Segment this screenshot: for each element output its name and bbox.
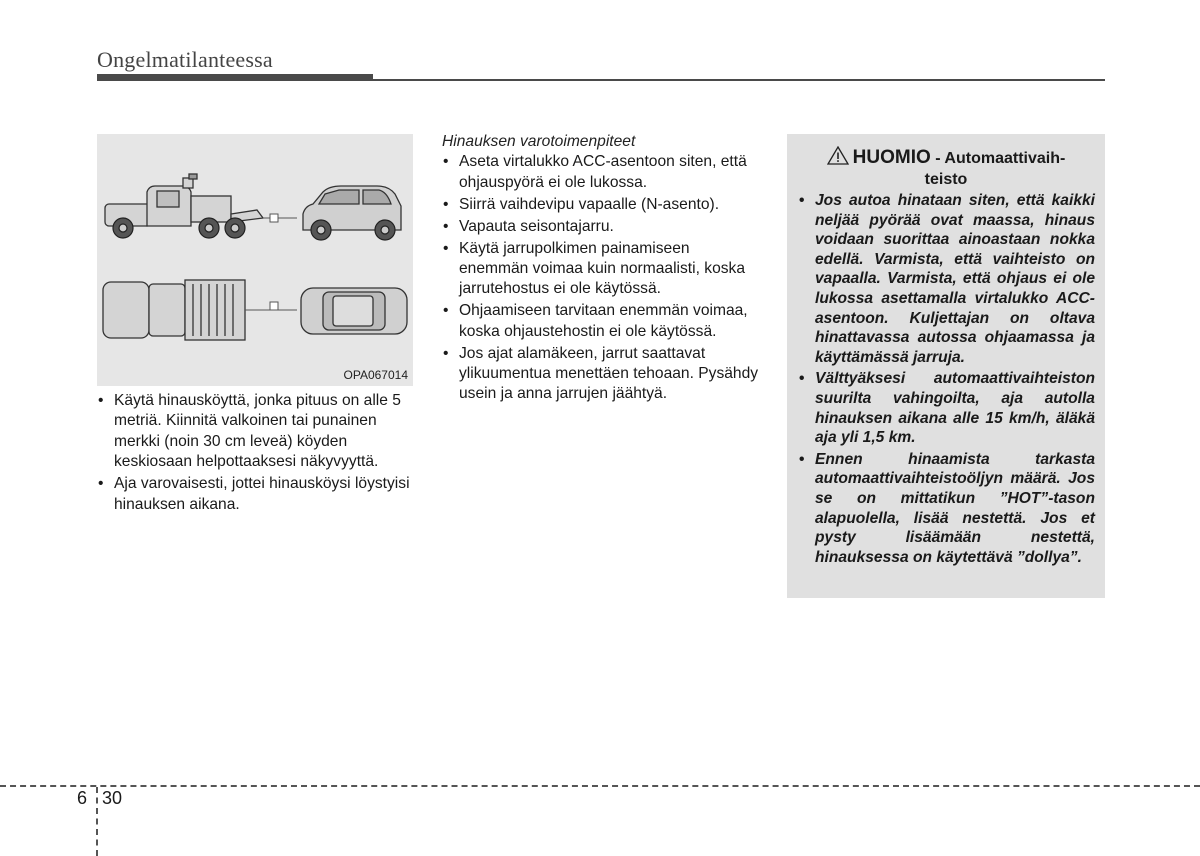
header-rule-thick [97, 74, 373, 81]
tow-rope-marker-top [270, 302, 278, 310]
bullet-glyph: • [98, 392, 104, 409]
list-item [442, 217, 760, 237]
chapter-number: 6 [77, 788, 88, 808]
caution-box [787, 134, 1105, 598]
list-item [797, 450, 1095, 568]
tow-truck-top-view [103, 280, 297, 340]
tow-truck-side-view [105, 174, 297, 226]
list-item-text: Ohjaamiseen tarvitaan enemmän voimaa, koska ohjaustehostin ei ole käytössä. [459, 302, 748, 340]
caution-bullet-list [797, 191, 1095, 569]
list-item-text: Jos ajat alamäkeen, jarrut saattavat ylikuumentua menettäen tehoaan. Pysähdy usein ja anna jarrujen jäähtyä. [459, 344, 759, 403]
bullet-glyph: • [443, 239, 449, 257]
list-item [442, 195, 760, 215]
bullet-glyph: • [799, 370, 805, 388]
bullet-glyph: • [443, 195, 449, 213]
bullet-glyph: • [98, 475, 104, 493]
header-rule-thin [373, 79, 1105, 81]
list-item [797, 191, 1095, 367]
towing-illustration [97, 134, 413, 386]
list-item-text: Ennen hinaamista tarkasta automaattivaihteistoöljyn määrä. Jos se on mittatikun ”HOT”-tason alapuolella, lisää nestettä. Jos et pysty lisäämään nestettä, hinauksessa on käytettävä ”dollya”. [815, 450, 1095, 566]
page-number: 30 [102, 788, 123, 808]
bullet-glyph: • [799, 450, 805, 468]
list-item-text: Jos autoa hinataan siten, että kaikki neljää pyörää ovat maassa, hinaus voidaan suorittaa ainoastaan nokka edellä. Varmista, että vaihteisto on vapaalla. Varmista, että ohjaus ei ole lukossa asettamalla virtalukko ACC-asentoon. Kuljettajan on oltava hinattavassa autossa ohjaamassa ja käyttämässä jarruja. [815, 192, 1095, 366]
list-item [97, 391, 413, 473]
list-item-text: Vapauta seisontajarru. [459, 217, 614, 235]
middle-column [442, 132, 760, 406]
list-item [442, 239, 760, 300]
bullet-glyph: • [443, 344, 449, 362]
left-column [97, 391, 413, 516]
bullet-glyph: • [443, 302, 449, 320]
figure-code: OPA067014 [343, 368, 408, 382]
page-header-title: Ongelmatilanteessa [97, 47, 273, 72]
list-item [97, 474, 413, 515]
warning-triangle-icon [827, 146, 849, 165]
bullet-glyph: • [443, 153, 449, 171]
caution-heading [787, 146, 1105, 190]
bullet-glyph: • [799, 192, 805, 209]
list-item [442, 301, 760, 342]
list-item-text: Käytä hinausköyttä, jonka pituus on alle 5 metriä. Kiinnitä valkoinen tai punainen merkki (noin 30 cm leveä) köyden keskiosaan helpottaaksesi näkyvyyttä. [114, 392, 401, 471]
footer-dashed-line [0, 785, 1200, 787]
middle-bullet-list [442, 152, 760, 404]
list-item-text: Aseta virtalukko ACC-asentoon siten, että ohjauspyörä ei ole lukossa. [459, 153, 747, 191]
list-item-text: Aja varovaisesti, jottei hinausköysi löystyisi hinauksen aikana. [114, 475, 410, 513]
list-item [797, 369, 1095, 447]
footer-dashed-divider [96, 787, 98, 856]
list-item-text: Välttyäksesi automaattivaihteiston suurilta vahingoilta, aja autolla hinauksen aikana alle 15 km/h, äläkä aja yli 1,5 km. [815, 370, 1095, 447]
caution-subtitle-line1: - Automaattivaih- [935, 150, 1066, 167]
towing-precautions-heading: Hinauksen varotoimenpiteet [442, 133, 636, 150]
towed-car-top-view [301, 288, 407, 334]
list-item [442, 344, 760, 405]
caution-subtitle-line2: teisto [924, 171, 968, 188]
bullet-glyph: • [443, 217, 449, 235]
towing-diagram [97, 134, 413, 386]
tow-rope-marker-side [270, 214, 278, 222]
list-item-text: Käytä jarrupolkimen painamiseen enemmän voimaa kuin normaalisti, koska jarrutehostus ei ole käytössä. [459, 239, 746, 298]
left-bullet-list [97, 391, 413, 515]
list-item [442, 152, 760, 193]
list-item-text: Siirrä vaihdevipu vapaalle (N-asento). [459, 195, 720, 213]
caution-title: HUOMIO [852, 147, 931, 168]
